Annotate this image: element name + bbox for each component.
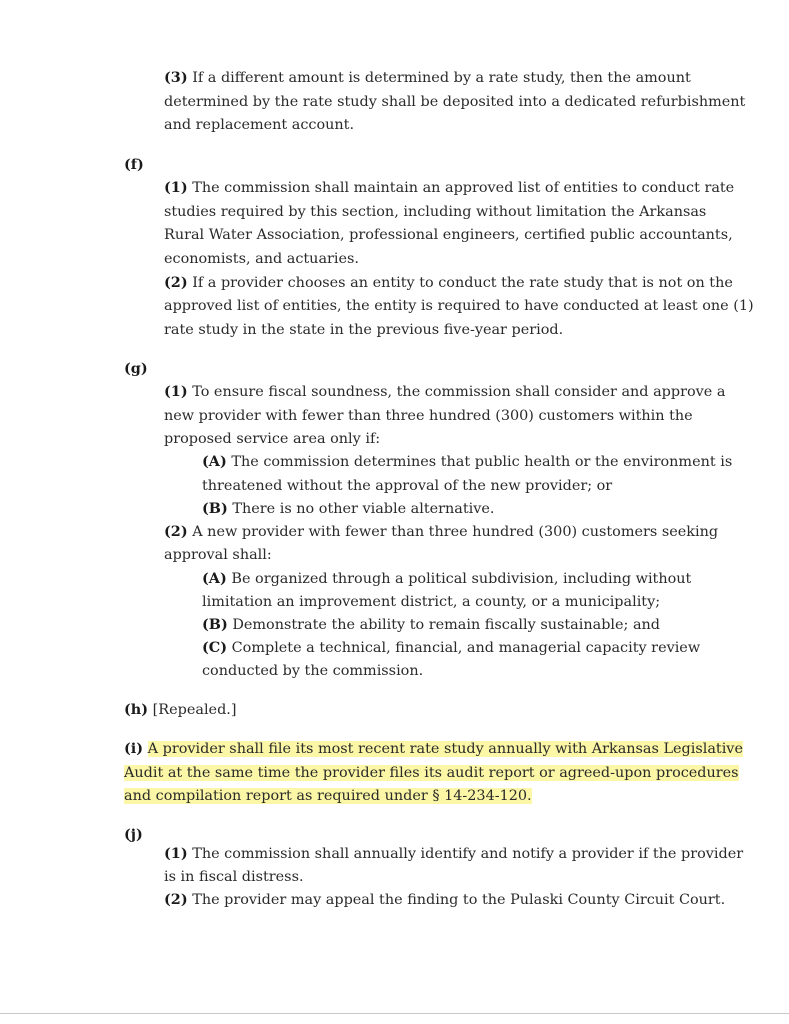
section-j2-line-1: (2) The provider may appeal the finding to the Pulaski County Circuit Court. xyxy=(164,891,726,908)
section-g2C-line-1: (C) Complete a technical, financial, and managerial capacity review xyxy=(202,639,701,656)
paragraph-marker: (B) xyxy=(202,500,228,517)
section-g2B-line-1: (B) Demonstrate the ability to remain fiscally sustainable; and xyxy=(202,616,661,633)
section-f1-line-4: economists, and actuaries. xyxy=(164,251,359,267)
subsection-e3-line-3: and replacement account. xyxy=(164,117,355,133)
paragraph-marker: (1) xyxy=(164,383,188,400)
section-g-heading: (g) xyxy=(124,360,148,377)
highlighted-text: and compilation report as required under § 14-234-120. xyxy=(124,788,532,804)
section-j1-line-2: is in fiscal distress. xyxy=(164,869,304,885)
section-f2-line-2: approved list of entities, the entity is required to have conducted at least one (1) xyxy=(164,298,754,314)
paragraph-marker: (1) xyxy=(164,845,188,862)
paragraph-marker: (B) xyxy=(202,616,228,633)
section-g1B-line-1: (B) There is no other viable alternative. xyxy=(202,500,495,517)
section-g2A-line-1: (A) Be organized through a political subdivision, including without xyxy=(202,570,692,587)
section-j-heading: (j) xyxy=(124,826,143,843)
section-g1-line-1: (1) To ensure fiscal soundness, the commission shall consider and approve a xyxy=(164,383,726,400)
paragraph-marker: (A) xyxy=(202,453,227,470)
section-j1-line-1: (1) The commission shall annually identify and notify a provider if the provider xyxy=(164,845,744,862)
paragraph-marker: (i) xyxy=(124,740,144,757)
section-g2-line-2: approval shall: xyxy=(164,547,272,563)
section-g2C-line-2: conducted by the commission. xyxy=(202,663,424,679)
section-f1-line-3: Rural Water Association, professional engineers, certified public accountants, xyxy=(164,227,733,243)
section-g1A-line-2: threatened without the approval of the new provider; or xyxy=(202,478,613,494)
paragraph-marker: (1) xyxy=(164,179,188,196)
section-g1-line-2: new provider with fewer than three hundred (300) customers within the xyxy=(164,408,693,424)
section-g1A-line-1: (A) The commission determines that public health or the environment is xyxy=(202,453,733,470)
section-f2-line-1: (2) If a provider chooses an entity to conduct the rate study that is not on the xyxy=(164,274,733,291)
section-h: (h) [Repealed.] xyxy=(124,701,237,718)
paragraph-marker: (h) xyxy=(124,701,149,718)
section-f1-line-1: (1) The commission shall maintain an approved list of entities to conduct rate xyxy=(164,179,735,196)
section-i-line-3 xyxy=(124,786,532,806)
section-g1-line-3: proposed service area only if: xyxy=(164,431,381,447)
paragraph-marker: (3) xyxy=(164,69,188,86)
section-g2A-line-2: limitation an improvement district, a county, or a municipality; xyxy=(202,594,661,610)
section-f1-line-2: studies required by this section, including without limitation the Arkansas xyxy=(164,204,707,220)
paragraph-marker: (2) xyxy=(164,274,188,291)
highlighted-text: A provider shall file its most recent rate study annually with Arkansas Legislative xyxy=(147,741,743,757)
subsection-e3-line-1: (3) If a different amount is determined by a rate study, then the amount xyxy=(164,69,691,86)
paragraph-marker: (A) xyxy=(202,570,227,587)
section-f-heading: (f) xyxy=(124,156,144,173)
highlighted-text: Audit at the same time the provider files its audit report or agreed-upon procedures xyxy=(124,765,739,781)
page-bottom-edge xyxy=(0,1013,789,1014)
section-g2-line-1: (2) A new provider with fewer than three hundred (300) customers seeking xyxy=(164,523,719,540)
paragraph-marker: (C) xyxy=(202,639,228,656)
paragraph-marker: (2) xyxy=(164,523,188,540)
section-f2-line-3: rate study in the state in the previous five-year period. xyxy=(164,322,564,338)
section-i-line-1 xyxy=(124,739,743,759)
subsection-e3-line-2: determined by the rate study shall be deposited into a dedicated refurbishment xyxy=(164,94,746,110)
paragraph-marker: (2) xyxy=(164,891,188,908)
section-i-line-2 xyxy=(124,763,739,783)
